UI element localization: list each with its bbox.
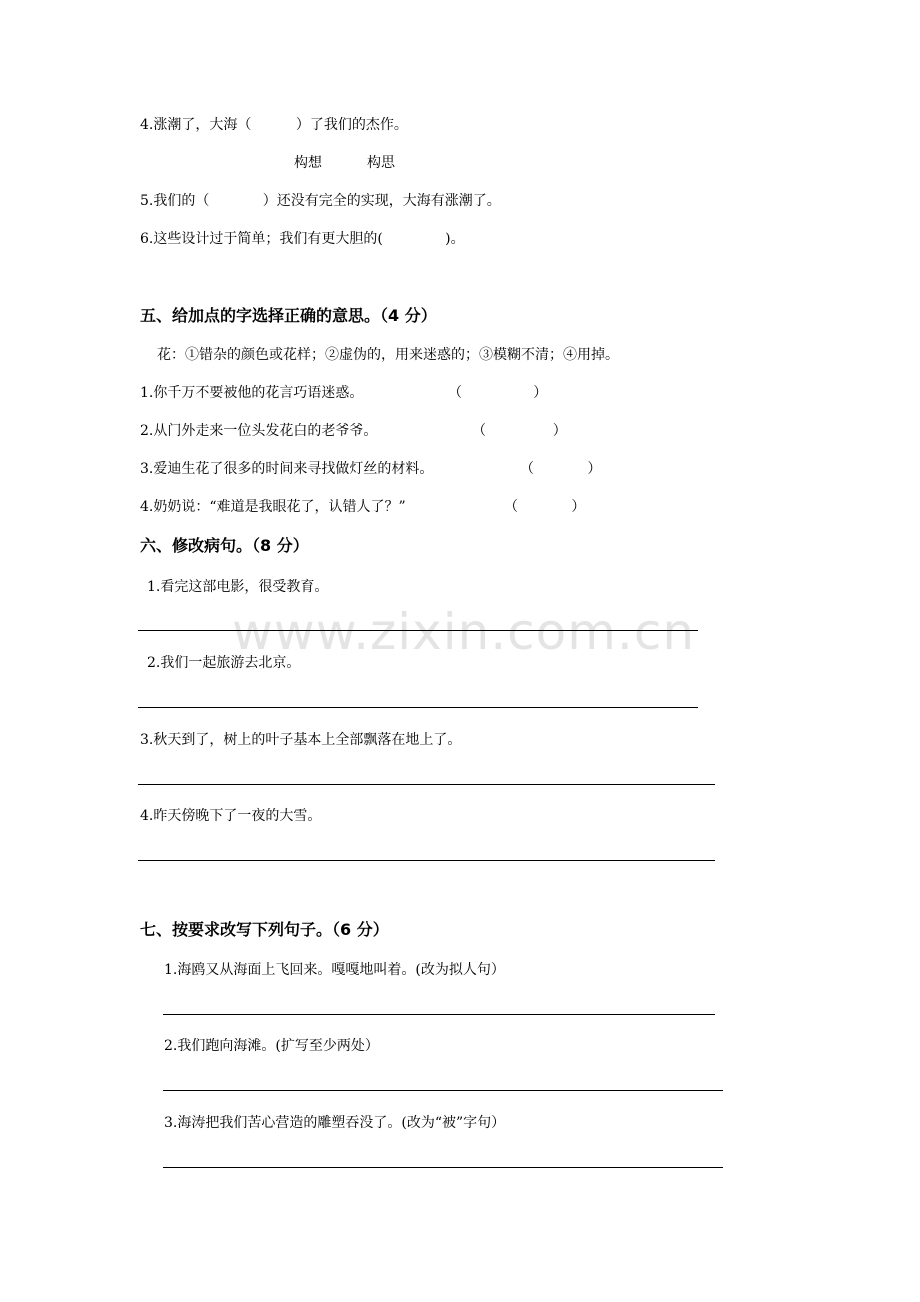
- s5-item-2-text: 2.从门外走来一位头发花白的老爷爷。: [140, 423, 378, 439]
- s5-item-1-text: 1.你千万不要被他的花言巧语迷惑。: [140, 385, 364, 401]
- s7-item-1: 1.海鸥又从海面上飞回来。嘎嘎地叫着。(改为拟人句）: [164, 962, 505, 978]
- s5-item-4-answer-bracket[interactable]: （ ）: [504, 499, 586, 515]
- s5-item-2-answer-bracket[interactable]: （ ）: [472, 423, 567, 439]
- question-6: 6.这些设计过于简单；我们有更大胆的( )。: [140, 231, 465, 247]
- s7-answer-line-3[interactable]: [163, 1167, 723, 1168]
- s6-item-2: 2.我们一起旅游去北京。: [147, 655, 301, 671]
- s5-item-3-answer-bracket[interactable]: （ ）: [520, 461, 602, 477]
- s7-item-2: 2.我们跑向海滩。(扩写至少两处）: [164, 1038, 379, 1054]
- question-5: 5.我们的（ ）还没有完全的实现，大海有涨潮了。: [140, 193, 501, 209]
- s5-item-3-text: 3.爱迪生花了很多的时间来寻找做灯丝的材料。: [140, 461, 434, 477]
- s6-answer-line-4[interactable]: [138, 860, 715, 861]
- option-1: 构想: [294, 155, 322, 171]
- s5-item-1-answer-bracket[interactable]: （ ）: [448, 385, 548, 401]
- option-2: 构思: [367, 155, 395, 171]
- s6-answer-line-1[interactable]: [138, 630, 698, 631]
- section-6-heading: 六、修改病句。（8 分）: [140, 536, 309, 555]
- definitions-line: 花：①错杂的颜色或花样；②虚伪的，用来迷惑的；③模糊不清；④用掉。: [157, 347, 619, 363]
- s6-answer-line-3[interactable]: [138, 784, 715, 785]
- s6-answer-line-2[interactable]: [138, 707, 698, 708]
- watermark: www.zixin.com.cn: [232, 603, 696, 661]
- section-7-heading: 七、按要求改写下列句子。（6 分）: [140, 920, 389, 939]
- s7-answer-line-1[interactable]: [163, 1014, 715, 1015]
- question-4: 4.涨潮了，大海（ ）了我们的杰作。: [140, 117, 408, 133]
- s7-item-3: 3.海涛把我们苦心营造的雕塑吞没了。(改为“被”字句）: [164, 1115, 506, 1131]
- s6-item-1: 1.看完这部电影，很受教育。: [147, 579, 329, 595]
- s7-answer-line-2[interactable]: [163, 1090, 723, 1091]
- s6-item-3: 3.秋天到了，树上的叶子基本上全部飘落在地上了。: [140, 732, 462, 748]
- s5-item-4-text: 4.奶奶说：“难道是我眼花了，认错人了？”: [140, 499, 406, 515]
- section-5-heading: 五、给加点的字选择正确的意思。（4 分）: [140, 306, 437, 325]
- s6-item-4: 4.昨天傍晚下了一夜的大雪。: [140, 808, 322, 824]
